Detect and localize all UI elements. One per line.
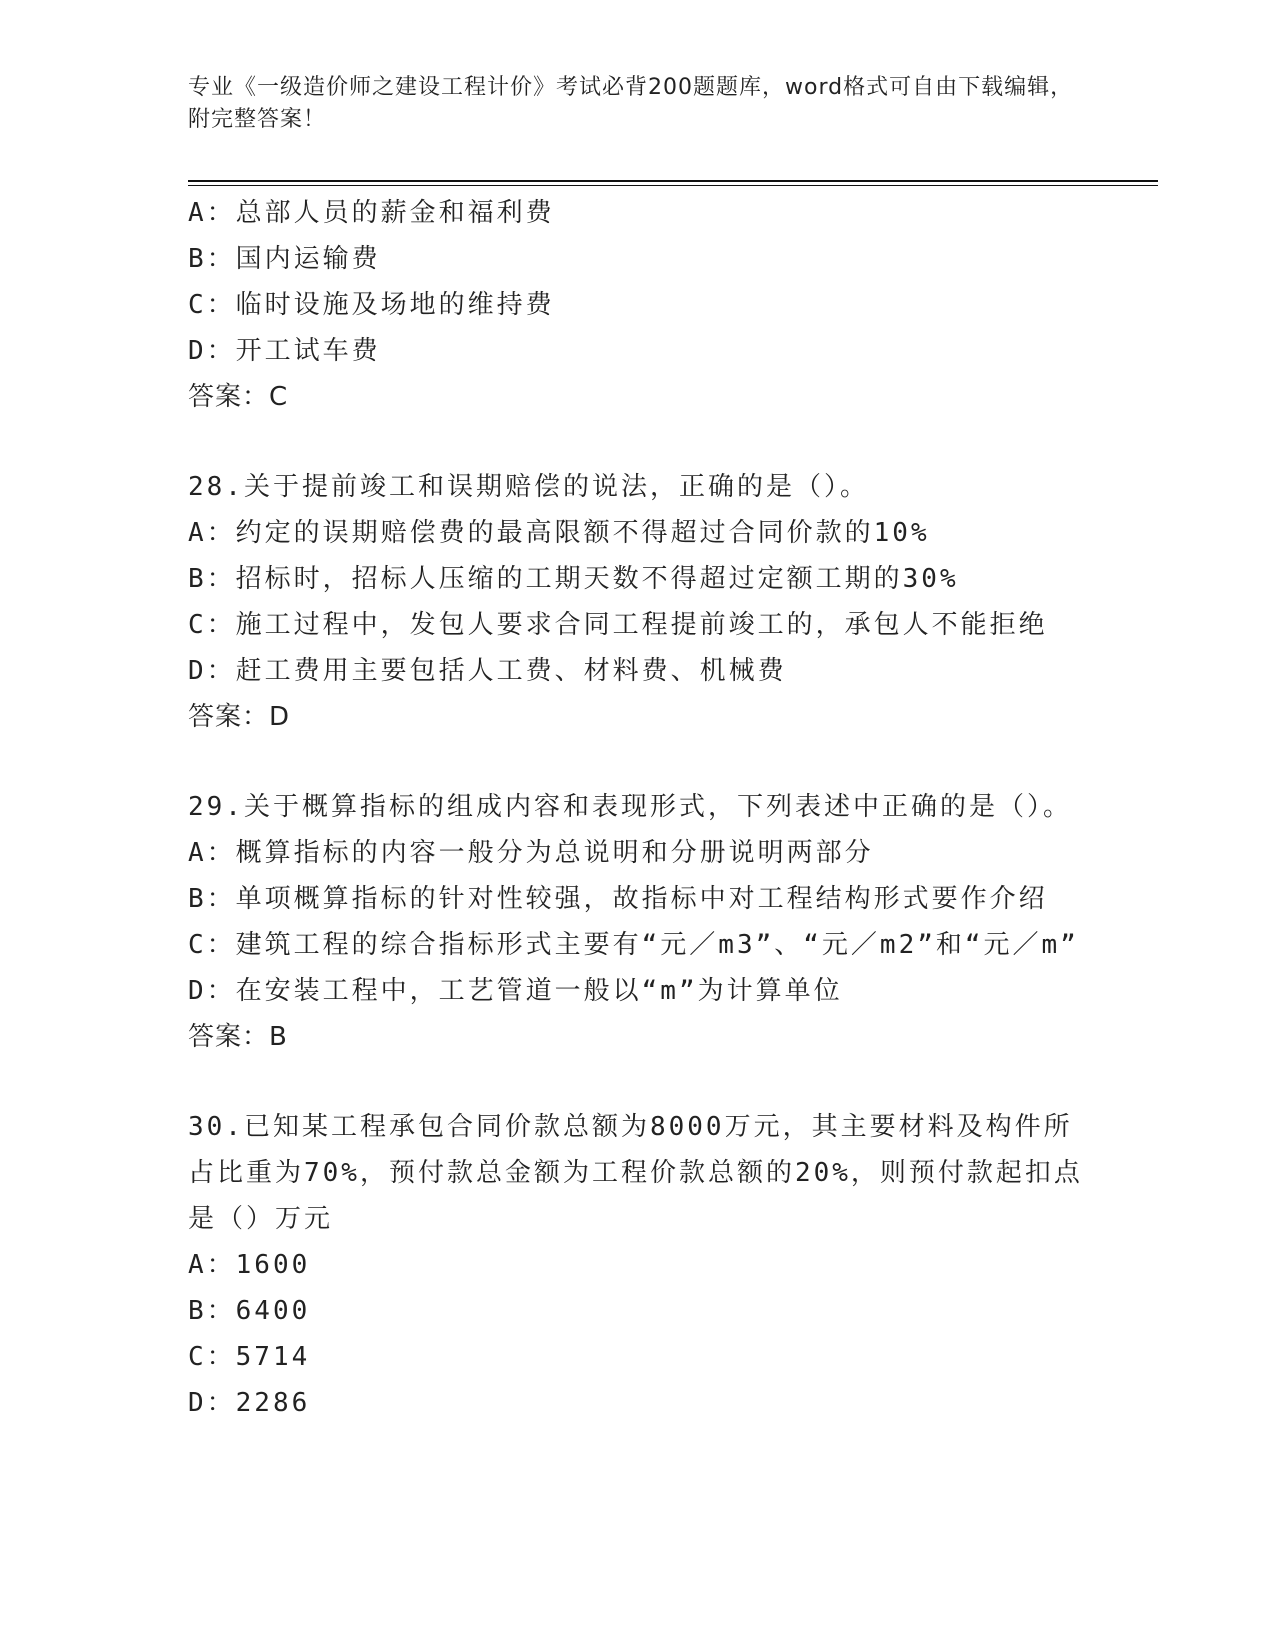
- option-a: A：总部人员的薪金和福利费: [188, 198, 555, 228]
- answer-line: 答案：C: [188, 382, 289, 412]
- header-title: 专业《一级造价师之建设工程计价》考试必背200题题库，word格式可自由下载编辑，附完整答案！: [188, 75, 1074, 132]
- spacer: [188, 740, 1088, 784]
- option-b: B：6400: [188, 1296, 311, 1326]
- option-a: A：概算指标的内容一般分为总说明和分册说明两部分: [188, 838, 874, 868]
- option-b: B：国内运输费: [188, 244, 381, 274]
- option-b: B：单项概算指标的针对性较强，故指标中对工程结构形式要作介绍: [188, 884, 1048, 914]
- option-d: D：赶工费用主要包括人工费、材料费、机械费: [188, 656, 787, 686]
- answer-line: 答案：B: [188, 1022, 288, 1052]
- question-27: [188, 190, 1088, 420]
- option-c: C：5714: [188, 1342, 311, 1372]
- question-text: 29.关于概算指标的组成内容和表现形式，下列表述中正确的是（）。: [188, 792, 1072, 822]
- question-text: 28.关于提前竣工和误期赔偿的说法，正确的是（）。: [188, 472, 869, 502]
- option-b: B：招标时，招标人压缩的工期天数不得超过定额工期的30%: [188, 564, 959, 594]
- header-divider-thick: [188, 180, 1158, 182]
- option-c: C：临时设施及场地的维持费: [188, 290, 555, 320]
- question-28: [188, 464, 1088, 740]
- spacer: [188, 420, 1088, 464]
- header-divider-thin: [188, 185, 1158, 186]
- option-a: A：1600: [188, 1250, 311, 1280]
- question-text: 30.已知某工程承包合同价款总额为8000万元，其主要材料及构件所占比重为70%，预付款总金额为工程价款总额的20%，则预付款起扣点是（）万元: [188, 1112, 1083, 1234]
- document-header: [188, 72, 1088, 136]
- question-30: [188, 1104, 1088, 1426]
- spacer: [188, 1060, 1088, 1104]
- option-a: A：约定的误期赔偿费的最高限额不得超过合同价款的10%: [188, 518, 930, 548]
- answer-line: 答案：D: [188, 702, 291, 732]
- question-list: [188, 190, 1088, 1426]
- option-d: D：开工试车费: [188, 336, 381, 366]
- question-29: [188, 784, 1088, 1060]
- option-d: D：在安装工程中，工艺管道一般以“m”为计算单位: [188, 976, 843, 1006]
- option-c: C：施工过程中，发包人要求合同工程提前竣工的，承包人不能拒绝: [188, 610, 1048, 640]
- option-d: D：2286: [188, 1388, 311, 1418]
- option-c: C：建筑工程的综合指标形式主要有“元／m3”、“元／m2”和“元／m”: [188, 930, 1079, 960]
